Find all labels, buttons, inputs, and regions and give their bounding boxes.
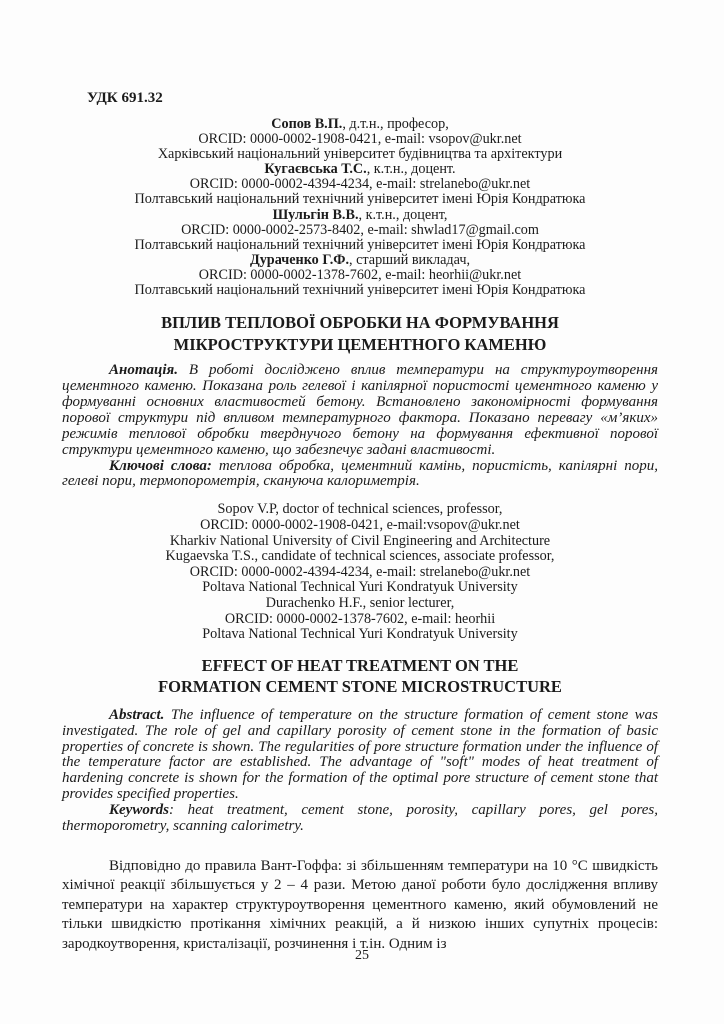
author-en-line: Kharkiv National University of Civil Engineering and Architecture	[169, 532, 551, 549]
article-title-uk-line1: ВПЛИВ ТЕПЛОВОЇ ОБРОБКИ НА ФОРМУВАННЯ	[161, 313, 559, 333]
author-name: Шульгін В.В.	[272, 206, 359, 223]
page-number: 25	[355, 948, 369, 963]
keywords-uk-text: теплова обробка, цементний камінь, пористість, капілярні пори, гелеві пори, термопорометрія, скануюча калориметрія.	[62, 457, 658, 490]
article-title-en-line2: FORMATION CEMENT STONE MICROSTRUCTURE	[158, 677, 562, 697]
keywords-uk-label: Ключові слова:	[109, 457, 212, 474]
keywords-en-label: Keywords	[109, 802, 169, 819]
author-orcid-line: ORCID: 0000-0002-2573-8402, e-mail: shwlad17@gmail.com	[181, 221, 539, 238]
author-name: Сопов В.П.	[271, 116, 343, 132]
author-en-line: Poltava National Technical Yuri Kondratyuk University	[202, 579, 518, 596]
author-en-line: Durachenko H.F., senior lecturer,	[265, 594, 455, 611]
author-en-line: Poltava National Technical Yuri Kondratyuk University	[202, 626, 518, 643]
author-en-line: Kugaevska T.S., candidate of technical sciences, associate professor,	[165, 548, 555, 565]
author-degree: , к.т.н., доцент,	[358, 206, 448, 223]
author-en-line: Sopov V.P, doctor of technical sciences, professor,	[217, 501, 503, 518]
article-title-uk-line2: МІКРОСТРУКТУРИ ЦЕМЕНТНОГО КАМЕНЮ	[173, 334, 547, 354]
abstract-uk-text: В роботі досліджено вплив температури на структуроутворення цементного каменю. Показана роль гелевої і капілярної пористості цементного каменю у формуванні основних властивостей бетону. Встановлено закономірності формування порової структури під впливом температурного фактора. Показано перевагу «м’яких» режимів теплової обробки тверднучого бетону на формування ефективної порової структури цементного каменю, що забезпечує задані властивості.	[62, 362, 658, 458]
author-degree: , к.т.н., доцент.	[366, 161, 456, 178]
article-title-en-line1: EFFECT OF HEAT TREATMENT ON THE	[201, 655, 519, 675]
author-name-line	[62, 253, 658, 268]
author-en-line: ORCID: 0000-0002-1378-7602, e-mail: heorhii	[224, 610, 496, 627]
author-orcid-line: ORCID: 0000-0002-1378-7602, e-mail: heorhii@ukr.net	[198, 266, 522, 283]
article-title-uk	[62, 312, 658, 355]
authors-block-uk	[62, 117, 658, 298]
abstract-uk	[62, 363, 658, 458]
author-name-line	[62, 162, 658, 177]
udc-code: УДК 691.32	[87, 90, 163, 106]
keywords-en	[62, 803, 658, 835]
intro-paragraph: Відповідно до правила Вант-Гоффа: зі збільшенням температури на 10 °С швидкість хімічної реакції збільшується у 2 – 4 рази. Метою даної роботи було дослідження впливу температури на характер структуроутворення цементного каменю, який обумовлений не тільки швидкістю протікання хімічних реакцій, а й низкою інших супутніх процесів: зародкоутворення, кристалізації, розчинення і т.ін. Одним із	[62, 857, 658, 952]
abstract-en	[62, 708, 658, 803]
author-degree: , старший викладач,	[349, 251, 471, 268]
author-orcid-line: ORCID: 0000-0002-1908-0421, e-mail: vsopov@ukr.net	[198, 131, 522, 148]
abstract-uk-label: Анотація.	[109, 362, 178, 379]
abstract-en-text: The influence of temperature on the structure formation of cement stone was investigated. The role of gel and capillary porosity of cement stone in the formation of basic properties of concrete is shown. The regularities of pore structure formation under the influence of the temperature factor are established. The advantage of "soft" modes of heat treatment of hardening concrete is shown for the formation of the optimal pore structure of cement stone that provides specified properties.	[62, 706, 659, 803]
keywords-uk	[62, 459, 658, 491]
article-title-en	[62, 655, 658, 698]
authors-block-en	[62, 502, 658, 642]
author-affiliation: Полтавський національний технічний університет імені Юрія Кондратюка	[134, 282, 586, 299]
author-en-line: ORCID: 0000-0002-1908-0421, e-mail:vsopov@ukr.net	[200, 516, 520, 533]
author-orcid-line: ORCID: 0000-0002-4394-4234, e-mail: strelanebo@ukr.net	[189, 176, 531, 193]
author-affiliation: Харківський національний університет будівництва та архітектури	[157, 146, 563, 163]
page-content	[62, 0, 658, 954]
author-name: Кугаєвська Т.С.	[264, 161, 367, 178]
author-affiliation: Полтавський національний технічний університет імені Юрія Кондратюка	[134, 236, 586, 253]
author-name: Дураченко Г.Ф.	[249, 251, 350, 268]
author-affiliation: Полтавський національний технічний університет імені Юрія Кондратюка	[134, 191, 586, 208]
author-degree: , д.т.н., професор,	[342, 116, 449, 132]
author-name-line	[62, 208, 658, 223]
author-name-line	[62, 117, 658, 132]
keywords-en-text: : heat treatment, cement stone, porosity, capillary pores, gel pores, thermoporometry, scanning calorimetry.	[62, 802, 658, 835]
abstract-en-label: Abstract.	[109, 706, 165, 723]
author-en-line: ORCID: 0000-0002-4394-4234, e-mail: strelanebo@ukr.net	[189, 563, 531, 580]
